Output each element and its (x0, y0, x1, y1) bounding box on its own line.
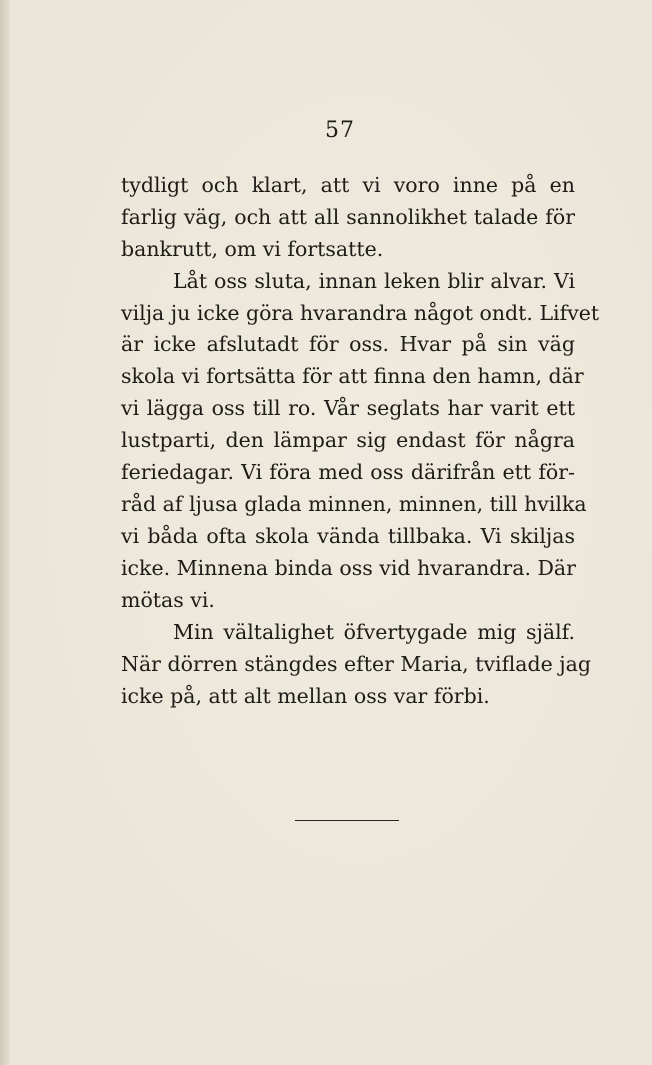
text-line: skola vi fortsätta för att finna den hamn, där (121, 364, 584, 388)
binding-edge (0, 0, 10, 1065)
text-line: vi lägga oss till ro. Vår seglats har varit ett (121, 396, 575, 420)
text-line: lustparti, den lämpar sig endast för några (121, 428, 575, 452)
text-line: Min vältalighet öfvertygade mig själf. (173, 620, 575, 644)
text-line: mötas vi. (121, 588, 215, 612)
text-line: När dörren stängdes efter Maria, tviflade jag (121, 652, 591, 676)
text-line: Låt oss sluta, innan leken blir alvar. Vi (173, 269, 575, 293)
text-line: vilja ju icke göra hvarandra något ondt. Lifvet (121, 301, 600, 325)
text-line: icke på, att alt mellan oss var förbi. (121, 684, 490, 708)
text-line: råd af ljusa glada minnen, minnen, till hvilka (121, 492, 587, 516)
text-line: icke. Minnena binda oss vid hvarandra. Där (121, 556, 576, 580)
page-number: 57 (325, 118, 355, 143)
section-divider-rule (295, 820, 399, 821)
text-line: farlig väg, och att all sannolikhet talade för (121, 205, 575, 229)
text-line: bankrutt, om vi fortsatte. (121, 237, 384, 261)
text-line: tydligt och klart, att vi voro inne på en (121, 173, 575, 197)
text-line: feriedagar. Vi föra med oss därifrån ett för- (121, 460, 575, 484)
text-line: vi båda ofta skola vända tillbaka. Vi skiljas (121, 524, 575, 548)
text-line: är icke afslutadt för oss. Hvar på sin väg (121, 332, 575, 356)
